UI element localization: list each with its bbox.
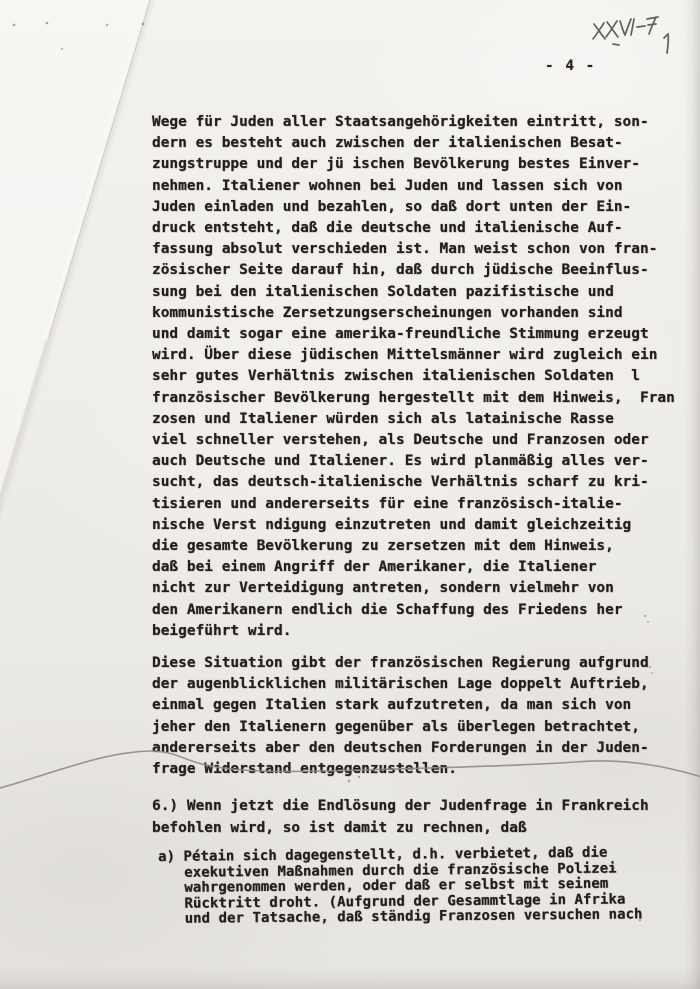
text-line: fassung absolut verschieden ist. Man weist schon von fran-: [152, 241, 658, 258]
text-line: und der Tatsache, daß ständig Franzosen versuchen nach: [184, 906, 643, 928]
text-line: daß bei einem Angriff der Amerikaner, die Italiener: [152, 559, 597, 576]
handwritten-tick: [664, 34, 668, 53]
text-line: französischer Bevölkerung hergestellt mit dem Hinweis, Fran: [152, 389, 675, 406]
text-line: und damit sogar eine amerika-freundliche Stimmung erzeugt: [152, 326, 649, 343]
paragraph-situation: [152, 112, 682, 642]
text-line: a) Pétain sich dagegenstellt, d.h. verbietet, daß die: [157, 844, 608, 866]
text-line: Juden einladen und bezahlen, so daß dort unten der Ein-: [152, 198, 632, 215]
text-line: exekutiven Maßnahmen durch die französische Polizei: [184, 860, 617, 881]
text-line: Wege für Juden aller Staatsangehörigkeiten eintritt, son-: [152, 114, 649, 130]
text-line: Diese Situation gibt der französischen Regierung aufgrund: [152, 655, 649, 672]
fold-crease-line: [46, 0, 152, 340]
text-line: nische Verst ndigung einzutreten und damit gleichzeitig: [152, 516, 632, 533]
text-line: dern es besteht auch zwischen der italienischen Besat-: [152, 135, 623, 152]
text-line: sucht, das deutsch-italienische Verhältnis scharf zu kri-: [152, 474, 649, 491]
text-line: sung bei den italienischen Soldaten pazifistische und: [152, 283, 614, 300]
text-line: wahrgenommen werden, oder daß er selbst mit seinem: [184, 875, 609, 897]
document-text: [152, 112, 682, 928]
handwritten-annotation: [593, 17, 658, 45]
text-line: zösischer Seite darauf hin, daß durch jüdische Beeinflus-: [152, 262, 649, 279]
text-line: sehr gutes Verhältnis zwischen italienischen Soldaten l: [152, 368, 640, 385]
text-line: zungstruppe und der jü ischen Bevölkerung bestes Einver-: [152, 156, 640, 173]
text-line: viel schneller verstehen, als Deutsche und Franzosen oder: [152, 432, 649, 449]
text-line: frage Widerstand entgegenzustellen.: [152, 761, 457, 778]
text-line: nehmen. Italiener wohnen bei Juden und lassen sich von: [152, 177, 623, 194]
text-line: jeher den Italienern gegenüber als überlegen betrachtet,: [152, 718, 640, 735]
text-line: die gesamte Bevölkerung zu zersetzen mit dem Hinweis,: [152, 538, 614, 555]
text-line: kommunistische Zersetzungserscheinungen vorhanden sind: [152, 304, 623, 321]
text-line: beigeführt wird.: [152, 622, 292, 639]
text-line: den Amerikanern endlich die Schaffung des Friedens her: [152, 601, 623, 618]
page-number: - 4 -: [545, 58, 596, 74]
text-line: Rücktritt droht. (Aufgrund der Gesammtlage in Afrika: [184, 891, 626, 912]
text-line: 6.) Wenn jetzt die Endlösung der Judenfrage in Frankreich: [152, 798, 649, 815]
text-line: nicht zur Verteidigung antreten, sondern vielmehr von: [152, 580, 614, 597]
text-line: tisieren und andererseits für eine französisch-italie-: [152, 495, 623, 512]
text-line: druck entsteht, daß die deutsche und italienische Auf-: [152, 220, 623, 237]
text-line: einmal gegen Italien stark aufzutreten, da man sich von: [152, 697, 632, 714]
paragraph-item-a: [158, 845, 683, 928]
text-line: zosen und Italiener würden sich als latainische Rasse: [152, 410, 614, 427]
paragraph-french-government: [152, 653, 682, 780]
text-line: befohlen wird, so ist damit zu rechnen, daß: [152, 820, 527, 837]
paragraph-item-6: [152, 795, 682, 839]
text-line: wird. Über diese jüdischen Mittelsmänner wird zugleich ein: [152, 347, 658, 364]
text-line: der augenblicklichen militärischen Lage doppelt Auftrieb,: [152, 676, 649, 693]
text-line: auch Deutsche und Italiener. Es wird planmäßig alles ver-: [152, 453, 649, 470]
text-line: andererseits aber den deutschen Forderungen in der Juden-: [152, 739, 649, 756]
